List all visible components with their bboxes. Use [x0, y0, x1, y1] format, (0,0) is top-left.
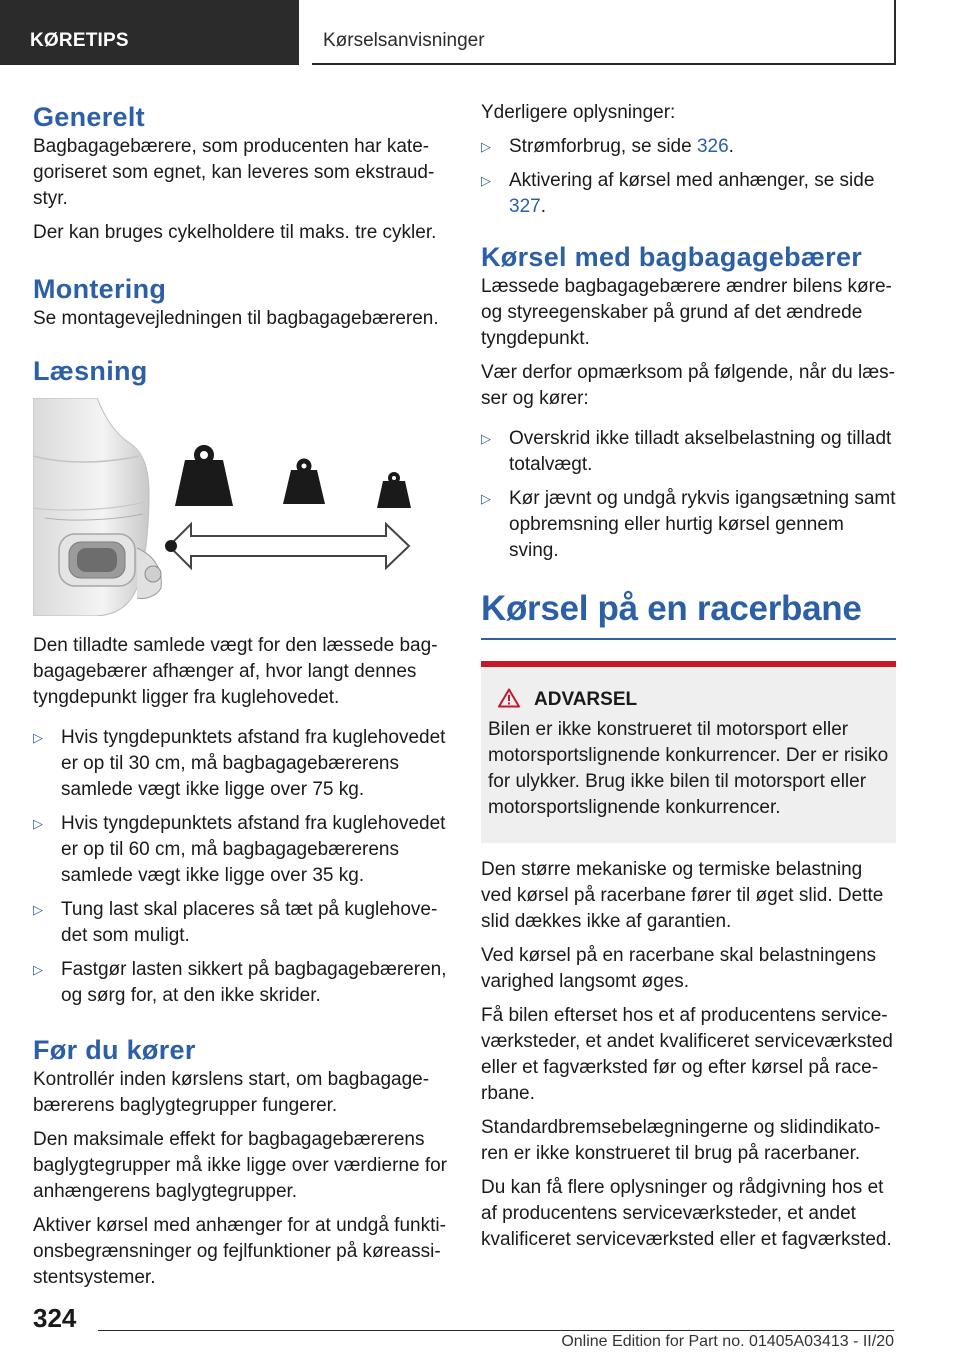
list-item: ▷ Hvis tyngdepunktets afstand fra kuglehovedet er op til 30 cm, må bagbagagebærerens samlede vægt ikke ligge over 75 kg.: [33, 727, 446, 800]
right-column: [481, 100, 896, 1253]
footer-edition: Online Edition for Part no. 01405A03413 - II/20: [561, 1333, 894, 1350]
laesning-paragraph: Den tilladte samlede vægt for den læssede bagbagagebærer afhænger af, hvor langt dennes tyngdepunkt ligger fra kuglehovedet.: [33, 635, 438, 708]
list-item: ▷ Fastgør lasten sikkert på bagbagagebæreren, og sørg for, at den ikke skrider.: [33, 959, 447, 1006]
warning-box: [481, 661, 896, 843]
for-du-korer-paragraph-2: Den maksimale effekt for bagbagagebærerens baglygtegrupper må ikke ligge over værdierne for anhængerens baglygtegrupper.: [33, 1129, 447, 1202]
weight-medium: [283, 461, 325, 504]
heading-laesning: Læsning: [33, 356, 148, 386]
weight-large: [175, 448, 233, 506]
heading-montering: Montering: [33, 274, 167, 304]
list-item: ▷ Kør jævnt og undgå rykvis igangsætning samt opbremsning eller hurtig kørsel gennem sving.: [481, 488, 896, 561]
warning-title: ADVARSEL: [488, 687, 889, 713]
more-info-intro: Yderligere oplysninger:: [481, 102, 676, 123]
korsel-bag-bullet-list: [481, 426, 896, 564]
section-divider: [481, 638, 896, 640]
laesning-bullet-list: [33, 725, 451, 1009]
racerbane-paragraph-1: Den større mekaniske og termiske belastning ved kørsel på racerbane fører til øget slid. Dette slid dækkes ikke af garantien.: [481, 859, 884, 932]
header-chapter-tab: [312, 0, 896, 65]
racerbane-paragraph-2: Ved kørsel på en racerbane skal belastningens varighed langsomt øges.: [481, 945, 877, 992]
footer-divider: [98, 1330, 894, 1331]
page-number: 324: [33, 1303, 77, 1333]
generelt-paragraph-2: Der kan bruges cykelholdere til maks. tre cykler.: [33, 222, 437, 243]
bullet-arrow-icon: ▷: [481, 173, 491, 188]
montering-paragraph: Se montagevejledningen til bagbagagebæreren.: [33, 308, 439, 329]
heading-korsel-paa-racerbane: Kørsel på en racerbane: [481, 589, 862, 628]
racerbane-paragraph-4: Standardbremsebelægningerne og slidindikatoren er ikke konstrueret til brug på racerbaner.: [481, 1117, 881, 1164]
heading-generelt: Generelt: [33, 102, 145, 132]
car-rear-graphic: [33, 398, 161, 616]
left-column: [33, 100, 451, 1291]
bullet-arrow-icon: ▷: [33, 816, 43, 831]
list-item: ▷ Hvis tyngdepunktets afstand fra kuglehovedet er op til 60 cm, må bagbagagebærerens samlede vægt ikke ligge over 35 kg.: [33, 813, 446, 886]
bullet-arrow-icon: ▷: [481, 139, 491, 154]
page-link-326[interactable]: 326: [696, 136, 729, 157]
load-distance-illustration: [33, 398, 411, 616]
header-chapter-label: Kørselsanvisninger: [323, 30, 485, 51]
list-item: ▷ Aktivering af kørsel med anhænger, se side 327.: [481, 170, 875, 217]
korsel-bag-paragraph-2: Vær derfor opmærksom på følgende, når du læsser og kører:: [481, 362, 895, 409]
ball-head-marker: [165, 540, 177, 552]
racerbane-paragraph-3: Få bilen efterset hos et af producentens serviceværksteder, et andet kvalificeret serviceværksted eller et fagværksted før og efter kørsel på racerbane.: [481, 1005, 893, 1104]
more-info-list: [481, 134, 896, 220]
generelt-paragraph-1: Bagbagagebærere, som producenten har kategoriseret som egnet, kan leveres som ekstraudstyr.: [33, 136, 435, 209]
bullet-arrow-icon: ▷: [33, 962, 43, 977]
warning-text: Bilen er ikke konstrueret til motorsport eller motorsportslignende konkurrencer. Der er risiko for ulykker. Brug ikke bilen til motorsport eller motorsportslignende konkurrencer.: [488, 719, 889, 818]
double-arrow: [169, 524, 409, 568]
list-item: ▷ Strømforbrug, se side 326.: [481, 134, 896, 160]
list-item: ▷ Tung last skal placeres så tæt på kuglehovedet som muligt.: [33, 899, 438, 946]
page-link-327[interactable]: 327: [509, 196, 541, 217]
list-item: ▷ Overskrid ikke tilladt akselbelastning og tilladt totalvægt.: [481, 428, 892, 475]
header-section-label: KØRETIPS: [30, 30, 129, 51]
bullet-arrow-icon: ▷: [33, 730, 43, 745]
header-section-tab: [0, 0, 299, 65]
korsel-bag-paragraph-1: Læssede bagbagagebærere ændrer bilens køre- og styreegenskaber på grund af det ændrede tyngdepunkt.: [481, 276, 892, 349]
for-du-korer-paragraph-1: Kontrollér inden kørslens start, om bagbagagebærerens baglygtegrupper fungerer.: [33, 1069, 430, 1116]
racerbane-paragraph-5: Du kan få flere oplysninger og rådgivning hos et af producentens serviceværksteder, et andet kvalificeret serviceværksted eller et fagværksted.: [481, 1177, 892, 1250]
weight-small: [377, 474, 411, 508]
bullet-arrow-icon: ▷: [33, 902, 43, 917]
bullet-arrow-icon: ▷: [481, 491, 491, 506]
bullet-arrow-icon: ▷: [481, 431, 491, 446]
warning-triangle-icon: [498, 688, 520, 708]
for-du-korer-paragraph-3: Aktiver kørsel med anhænger for at undgå funktionsbegrænsninger og fejlfunktioner på køreassistentsystemer.: [33, 1215, 446, 1288]
heading-for-du-korer: Før du kører: [33, 1035, 196, 1065]
heading-korsel-med-bagbagagebaerer: Kørsel med bagbagagebærer: [481, 242, 863, 272]
